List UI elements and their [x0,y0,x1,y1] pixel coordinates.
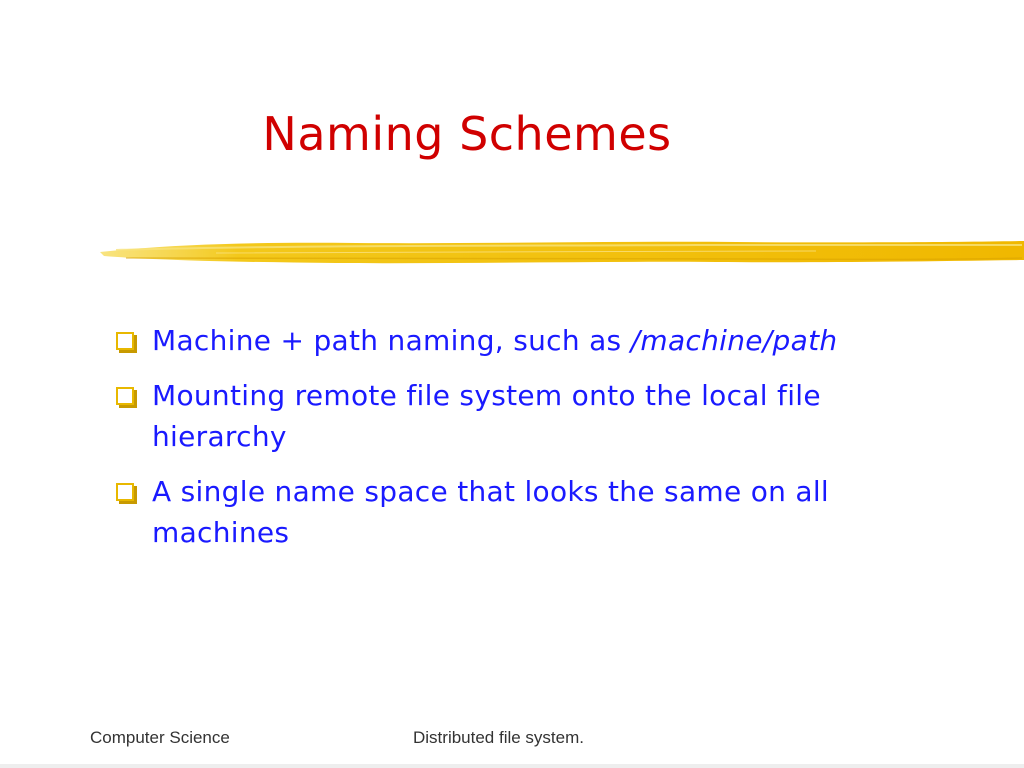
footer-center-text: Distributed file system. [413,728,584,747]
slide-title: Naming Schemes [262,107,672,161]
bullet-text: Machine + path naming, such as [152,324,631,357]
square-bullet-icon [116,332,134,350]
bullet-list [112,320,942,567]
highlighter-divider [96,232,1024,272]
square-bullet-icon [116,483,134,501]
bullet-emphasis: /machine/path [630,324,838,357]
bullet-text: A single name space that looks the same on all machines [152,475,829,549]
bullet-item [112,375,942,457]
bottom-border [0,764,1024,768]
square-bullet-icon [116,387,134,405]
bullet-item [112,320,942,361]
footer-left-text: Computer Science [90,728,230,747]
bullet-text: Mounting remote file system onto the local file hierarchy [152,379,821,453]
bullet-item [112,471,942,553]
